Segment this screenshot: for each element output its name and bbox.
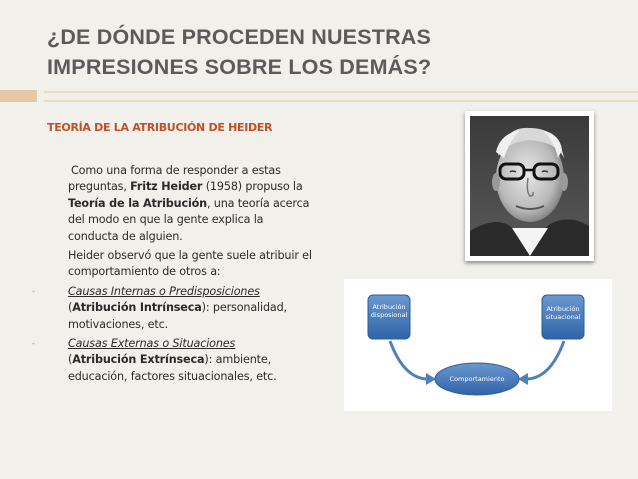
external-examples: ): ambiente, educación, factores situacionales, etc.	[68, 353, 277, 383]
attribution-intrinsic: Atribución Intrínseca	[72, 301, 202, 315]
attribution-extrinsic: Atribución Extrínseca	[72, 353, 205, 367]
bullet-internal	[32, 284, 316, 333]
portrait-image	[470, 116, 589, 256]
paragraph-observation: Heider observó que la gente suele atribuir el comportamiento de otros a:	[68, 249, 312, 279]
title-line-1: ¿DE DÓNDE PROCEDEN NUESTRAS	[47, 25, 432, 49]
theory-name: Teoría de la Atribución	[68, 196, 207, 210]
title-divider	[44, 91, 638, 102]
paren-open: (	[68, 353, 73, 367]
diagram-svg	[344, 279, 612, 411]
paren-open: (	[68, 301, 73, 315]
heider-portrait	[465, 111, 594, 261]
internal-examples: ): personalidad, motivaciones, etc.	[68, 301, 287, 331]
title-line-2: IMPRESIONES SOBRE LOS DEMÁS?	[47, 55, 432, 79]
label-behavior: Comportamiento	[449, 375, 505, 383]
arrow-left	[390, 341, 428, 379]
label-dispositional-1: Atribución	[372, 303, 406, 311]
label-dispositional-2: disposional	[370, 311, 408, 319]
bullet-external	[32, 336, 316, 385]
slide-title	[47, 22, 607, 82]
bullet-marker: -	[32, 339, 35, 349]
arrow-right	[526, 341, 564, 379]
label-situational-1: Atribución	[546, 305, 580, 313]
accent-bar	[0, 90, 37, 102]
body-text	[32, 163, 316, 388]
attribution-diagram	[344, 279, 612, 411]
intro-text-pre: Como una forma de responder a estas preguntas,	[68, 164, 281, 194]
paragraph-intro	[68, 163, 316, 245]
cause-internal: Causas Internas o Predisposiciones	[68, 284, 260, 298]
cause-external: Causas Externas o Situaciones	[68, 337, 236, 351]
intro-text-mid: (1958) propuso la	[202, 180, 303, 194]
intro-text-post: , una teoría acerca del modo en que la gente explica la conducta de alguien.	[68, 196, 310, 243]
section-subtitle: TEORÍA DE LA ATRIBUCIÓN DE HEIDER	[47, 121, 273, 134]
label-situational-2: situacional	[545, 313, 581, 321]
heider-name: Fritz Heider	[130, 180, 203, 194]
bullet-marker: -	[32, 286, 35, 296]
